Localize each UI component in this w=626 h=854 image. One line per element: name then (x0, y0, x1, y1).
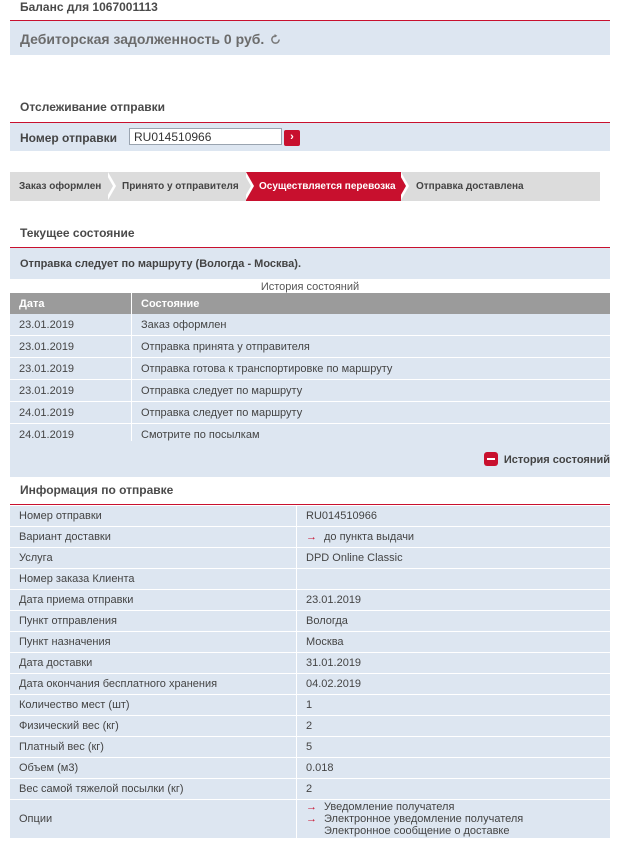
info-key: Количество мест (шт) (10, 695, 297, 716)
info-value: 31.01.2019 (297, 653, 611, 674)
info-value: 2 (297, 716, 611, 737)
info-key: Платный вес (кг) (10, 737, 297, 758)
table-row (10, 358, 610, 380)
balance-title: Баланс для 1067001113 (20, 0, 158, 14)
info-key: Пункт назначения (10, 632, 297, 653)
table-row (10, 716, 610, 737)
option-item (306, 813, 610, 825)
history-date: 23.01.2019 (10, 336, 132, 358)
step-1: Заказ оформлен (19, 181, 102, 192)
arrow-right-icon: › (290, 131, 294, 143)
table-row (10, 548, 610, 569)
table-row (10, 336, 610, 358)
step-separator (105, 172, 113, 200)
table-row (10, 758, 610, 779)
info-value (297, 527, 611, 548)
info-key: Вес самой тяжелой посылки (кг) (10, 779, 297, 800)
debt-label: Дебиторская задолженность 0 руб. (20, 31, 265, 47)
info-value: Москва (297, 632, 611, 653)
history-status: Смотрите по посылкам (132, 424, 611, 446)
history-status: Отправка следует по маршруту (132, 402, 611, 424)
current-title: Текущее состояние (20, 226, 135, 240)
info-key: Вариант доставки (10, 527, 297, 548)
column-header-status: Состояние (132, 293, 611, 314)
step-2: Принято у отправителя (122, 181, 239, 192)
info-title: Информация по отправке (20, 483, 174, 497)
spacer (306, 825, 324, 837)
table-row (10, 314, 610, 336)
table-row (10, 695, 610, 716)
arrow-right-icon: → (306, 801, 317, 813)
history-caption: История состояний (260, 281, 360, 293)
table-row (10, 674, 610, 695)
table-row (10, 506, 610, 527)
table-row (10, 737, 610, 758)
table-row (10, 800, 610, 839)
current-status: Отправка следует по маршруту (Вологда - Москва). (20, 258, 301, 270)
info-key: Номер отправки (10, 506, 297, 527)
column-header-date: Дата (10, 293, 132, 314)
history-status: Отправка следует по маршруту (132, 380, 611, 402)
history-header-row (10, 293, 610, 314)
option-item (306, 801, 610, 813)
option-label: Электронное уведомление получателя (324, 813, 524, 825)
debt-text (20, 31, 281, 47)
history-status: Отправка готова к транспортировке по маршруту (132, 358, 611, 380)
info-key: Дата окончания бесплатного хранения (10, 674, 297, 695)
info-value-options (297, 800, 611, 839)
info-value: Вологда (297, 611, 611, 632)
info-value: DPD Online Classic (297, 548, 611, 569)
info-key: Услуга (10, 548, 297, 569)
table-row (10, 653, 610, 674)
arrow-right-icon: → (306, 531, 317, 543)
shipment-info-table (10, 506, 610, 839)
info-key: Физический вес (кг) (10, 716, 297, 737)
debt-panel (10, 21, 610, 55)
table-row (10, 380, 610, 402)
collapse-icon (484, 452, 498, 466)
info-value (297, 569, 611, 590)
history-date: 23.01.2019 (10, 358, 132, 380)
delivery-variant: до пункта выдачи (324, 531, 415, 543)
table-row (10, 590, 610, 611)
history-table (10, 293, 610, 446)
history-date: 23.01.2019 (10, 314, 132, 336)
table-row (10, 402, 610, 424)
step-separator (243, 172, 251, 200)
info-value: 23.01.2019 (297, 590, 611, 611)
option-label: Электронное сообщение о доставке (324, 825, 510, 837)
table-row (10, 632, 610, 653)
history-date: 24.01.2019 (10, 402, 132, 424)
info-value: 5 (297, 737, 611, 758)
progress-steps (10, 172, 600, 201)
info-value: RU014510966 (297, 506, 611, 527)
info-key: Объем (м3) (10, 758, 297, 779)
history-toggle-button[interactable] (484, 452, 610, 466)
option-item (306, 825, 610, 837)
refresh-icon[interactable] (270, 34, 281, 45)
info-value: 2 (297, 779, 611, 800)
history-toggle-label: История состояний (503, 454, 610, 466)
history-date: 23.01.2019 (10, 380, 132, 402)
table-row (10, 779, 610, 800)
table-row (10, 569, 610, 590)
info-value: 04.02.2019 (297, 674, 611, 695)
tracking-number-input[interactable] (129, 128, 282, 145)
divider (10, 504, 610, 505)
info-key: Номер заказа Клиента (10, 569, 297, 590)
step-3-active: Осуществляется перевозка (259, 181, 396, 192)
tracking-label: Номер отправки (20, 131, 117, 145)
info-key: Опции (10, 800, 297, 839)
info-key: Дата приема отправки (10, 590, 297, 611)
current-status-panel (10, 248, 610, 279)
arrow-right-icon: → (306, 813, 317, 825)
step-4: Отправка доставлена (416, 181, 524, 192)
history-status: Отправка принята у отправителя (132, 336, 611, 358)
option-label: Уведомление получателя (324, 801, 455, 813)
table-row (10, 527, 610, 548)
info-key: Пункт отправления (10, 611, 297, 632)
tracking-row (10, 123, 610, 151)
history-date: 24.01.2019 (10, 424, 132, 446)
info-key: Дата доставки (10, 653, 297, 674)
tracking-title: Отслеживание отправки (20, 100, 166, 114)
history-status: Заказ оформлен (132, 314, 611, 336)
track-submit-button[interactable] (284, 130, 300, 146)
info-value: 1 (297, 695, 611, 716)
info-value: 0.018 (297, 758, 611, 779)
table-row (10, 611, 610, 632)
step-separator (398, 172, 406, 200)
